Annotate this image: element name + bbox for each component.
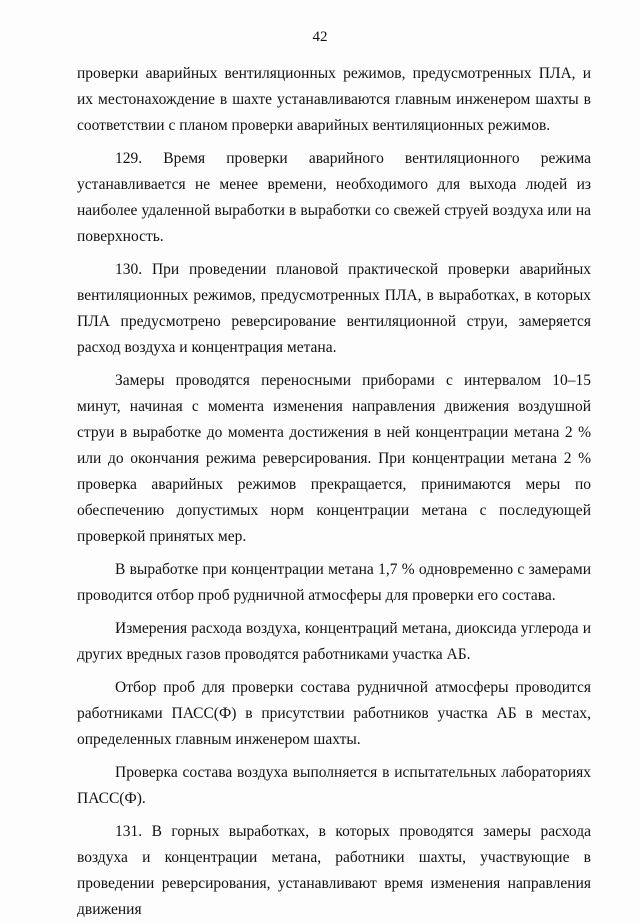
text-line: проверки аварийных вентиляционных режимов, предусмотренных ПЛА,	[77, 65, 576, 82]
text-line: на поверхность.	[77, 202, 591, 245]
text-line: определенных главным инженером шахты.	[77, 731, 361, 748]
paragraph	[77, 146, 591, 250]
text-line: проверка аварийных режимов прекращается, принимаются меры	[77, 476, 561, 493]
text-line: начиная с момента изменения направления движения воздушной струи	[77, 398, 591, 441]
text-line: ПЛА предусмотрено реверсирование вентиляционной струи, замеряется расход	[77, 313, 591, 356]
text-line: Отбор проб для проверки состава рудничной атмосферы проводится	[115, 679, 591, 696]
text-line: и концентрации метана, работники шахты, участвующие в проведении	[77, 849, 591, 892]
text-line: Измерения расхода воздуха, концентраций метана, диоксида углерода	[115, 620, 579, 637]
text-line: проверкой принятых мер.	[77, 528, 247, 545]
text-line: Замеры проводятся переносными приборами с интервалом 10–15 минут,	[77, 372, 591, 415]
text-line: или до окончания режима реверсирования. При концентрации метана 2 %	[77, 450, 591, 467]
text-line: Проверка состава воздуха выполняется в испытательных лабораториях	[115, 764, 591, 781]
text-line: и других вредных газов проводятся работниками участка АБ.	[77, 620, 591, 663]
paragraph	[77, 368, 591, 550]
text-line: по обеспечению допустимых норм концентрации метана с последующей	[77, 476, 591, 519]
text-line: в соответствии с планом проверки аварийных вентиляционных режимов.	[77, 91, 591, 134]
text-line: В выработке при концентрации метана 1,7 % одновременно с замерами	[115, 561, 591, 578]
text-line: воздуха и концентрация метана.	[124, 339, 337, 356]
text-line: в выработке до момента достижения в ней концентрации метана 2 %	[119, 424, 591, 441]
paragraph	[77, 616, 591, 668]
text-line: из наиболее удаленной выработки в выработки со свежей струей воздуха или	[77, 176, 591, 219]
text-line: 131. В горных выработках, в которых проводятся замеры расхода воздуха	[77, 823, 591, 866]
text-line: вентиляционных режимов, предусмотренных ПЛА, в выработках, в которых	[77, 287, 591, 304]
text-line: ПАСС(Ф).	[77, 790, 146, 807]
text-line: 129. Время проверки аварийного вентиляционного режима	[115, 150, 591, 167]
paragraph	[77, 675, 591, 753]
paragraph	[77, 819, 591, 923]
text-line: реверсирования, устанавливают время изменения направления движения	[77, 875, 591, 918]
paragraph	[77, 61, 591, 139]
text-line: устанавливается не менее времени, необходимого для выхода людей	[77, 176, 568, 193]
paragraph	[77, 557, 591, 609]
text-line: 130. При проведении плановой практической проверки аварийных	[115, 261, 591, 278]
document-body	[77, 61, 591, 923]
text-line: проводится отбор проб рудничной атмосферы для проверки его состава.	[77, 587, 556, 604]
text-line: и их местонахождение в шахте устанавливаются главным инженером шахты	[77, 65, 591, 108]
paragraph	[77, 257, 591, 361]
paragraph	[77, 760, 591, 812]
text-line: работниками ПАСС(Ф) в присутствии работников участка АБ в местах,	[77, 705, 591, 722]
page-number: 42	[312, 29, 328, 45]
